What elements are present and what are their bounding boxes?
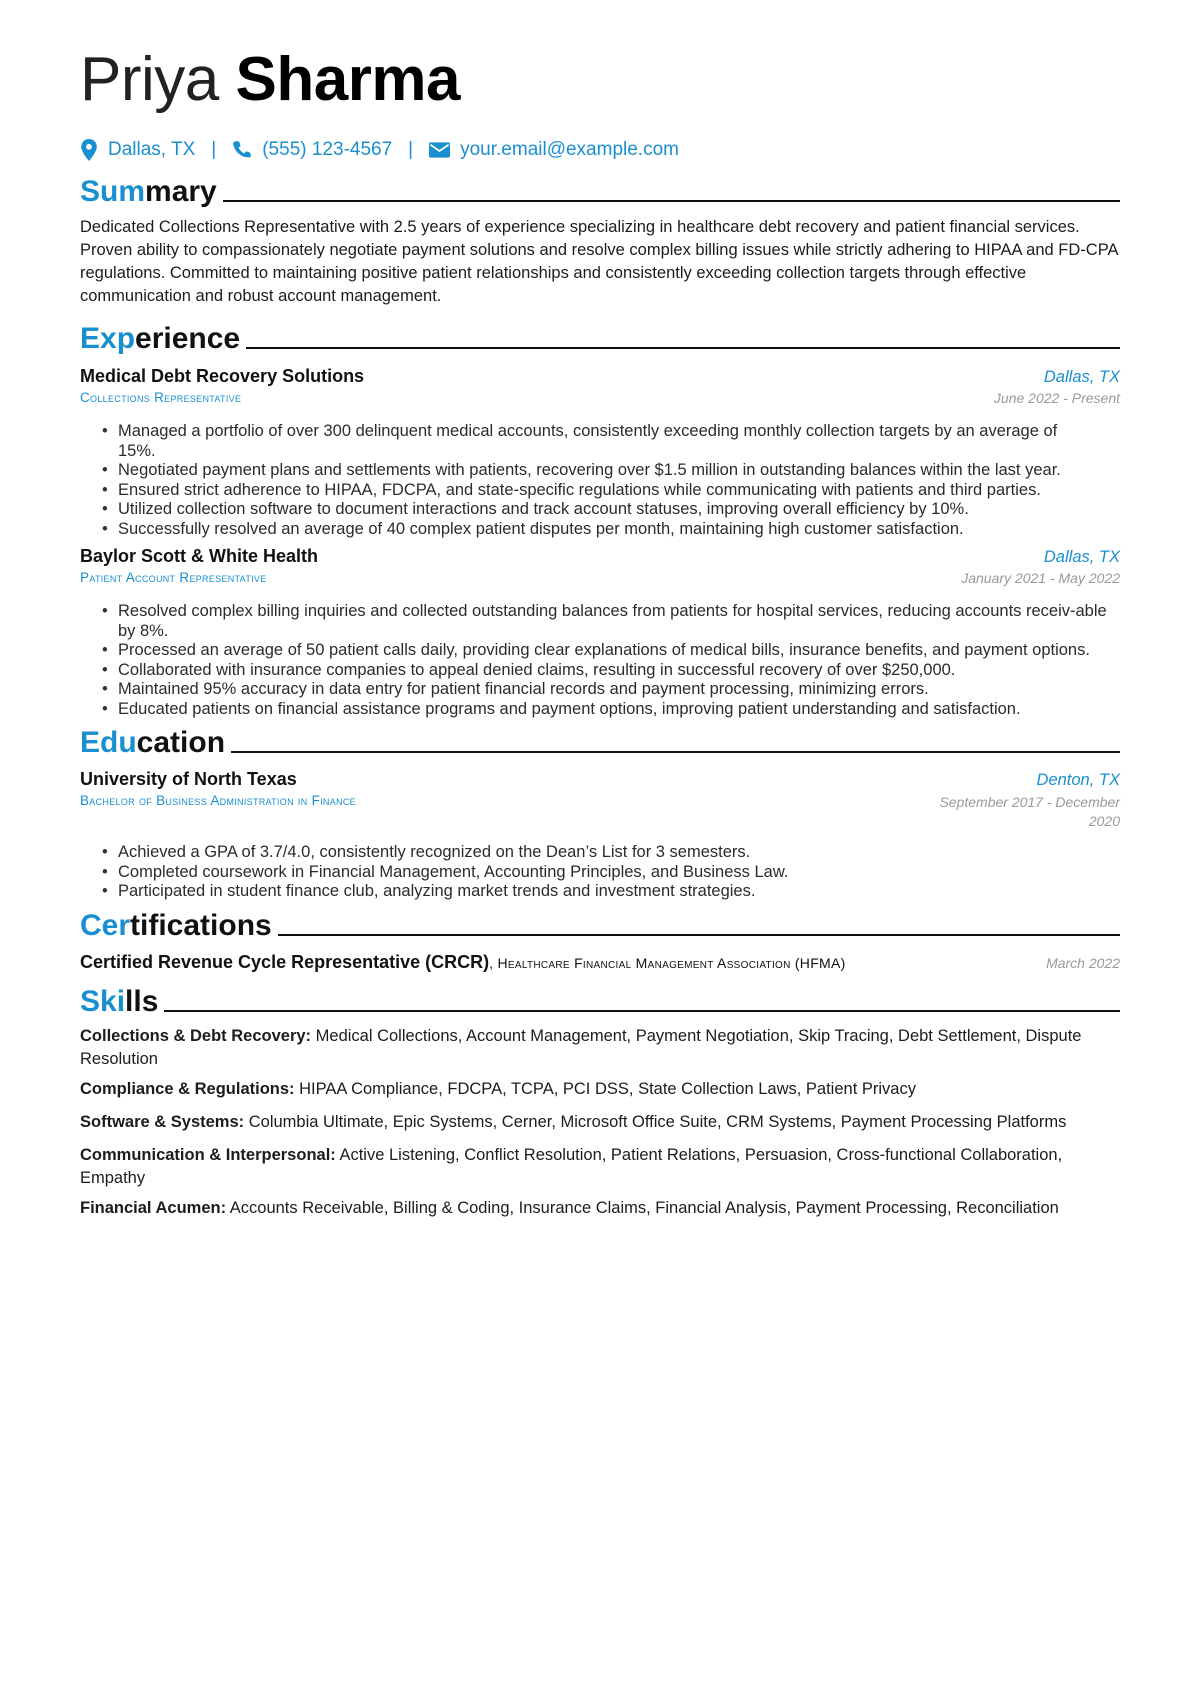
list-item: • Utilized collection software to document interactions and track account statuses, improving overall efficiency by 10%. (80, 500, 1120, 520)
summary-heading (80, 170, 1120, 210)
skill-group (80, 1025, 1120, 1071)
summary-text: Dedicated Collections Representative with 2.5 years of experience specializing in healthcare debt recovery and patient financial services. Proven ability to compassionately negotiate payment solutions and resolve complex billing issues while strictly adhering to HIPAA and FD-CPA regulations. Committed to maintaining positive patient relationships and consistently exceeding collection targets through effective communication and robust account management. (80, 218, 1118, 305)
section-title: Experience (80, 322, 241, 355)
job-header (80, 546, 1120, 568)
skill-items: Medical Collections, Account Management, Payment Negotiation, Skip Tracing, Debt Settlement, Dispute Resolution (80, 1027, 1082, 1068)
section-rule (164, 1010, 1120, 1012)
job-header (80, 366, 1120, 388)
job-title: Patient Account Representative (80, 570, 267, 585)
list-item: • Processed an average of 50 patient calls daily, providing clear explanations of medical bills, insurance benefits, and payment options. (80, 641, 1120, 661)
company-name: Medical Debt Recovery Solutions (80, 366, 365, 386)
list-item: • Managed a portfolio of over 300 delinquent medical accounts, consistently exceeding monthly collection targets by an average of 15%. (80, 422, 1120, 461)
job-entry (80, 366, 1120, 539)
phone-item[interactable] (232, 139, 392, 161)
education-entry (80, 769, 1120, 902)
first-name: Priya (80, 45, 219, 114)
location-text: Dallas, TX (108, 139, 196, 160)
email-item[interactable] (429, 139, 679, 161)
education-heading (80, 721, 1120, 761)
certification-text (80, 952, 846, 973)
list-item: • Educated patients on financial assistance programs and payment options, improving patient understanding and satisfaction. (80, 700, 1120, 720)
certification-date: March 2022 (1046, 955, 1120, 971)
job-location: Dallas, TX (1043, 368, 1120, 386)
job-title: Collections Representative (80, 390, 242, 405)
job-entry (80, 546, 1120, 719)
list-item: • Successfully resolved an average of 40 complex patient disputes per month, maintaining high customer satisfaction. (80, 520, 1120, 540)
degree: Bachelor of Business Administration in Finance (80, 793, 356, 808)
phone-text[interactable]: (555) 123-4567 (262, 139, 393, 160)
skill-label: Financial Acumen: (80, 1199, 227, 1217)
skill-group (80, 1197, 1120, 1220)
company-name: Baylor Scott & White Health (80, 546, 319, 566)
list-item: • Resolved complex billing inquiries and collected outstanding balances from patients for hospital services, reducing accounts receiv-able by 8%. (80, 602, 1120, 641)
envelope-icon (429, 141, 450, 159)
section-title: Certifications (80, 909, 272, 942)
education-bullets (80, 843, 1120, 902)
school-name: University of North Texas (80, 769, 297, 789)
location-item (80, 139, 195, 161)
skill-items: Columbia Ultimate, Epic Systems, Cerner, Microsoft Office Suite, CRM Systems, Payment Processing Platforms (244, 1113, 1067, 1131)
job-location: Dallas, TX (1043, 548, 1120, 566)
skills-heading (80, 980, 1120, 1020)
last-name: Sharma (235, 45, 460, 114)
experience-heading (80, 317, 1120, 357)
education-dates: September 2017 - December 2020 (939, 794, 1120, 829)
email-link[interactable]: your.email@example.com (460, 139, 679, 160)
section-title: Skills (80, 985, 159, 1018)
map-pin-icon (80, 139, 98, 161)
contact-separator: | (211, 139, 217, 160)
education-header (80, 769, 1120, 791)
list-item: • Maintained 95% accuracy in data entry for patient financial records and payment processing, minimizing errors. (80, 680, 1120, 700)
certifications-heading (80, 904, 1120, 944)
list-item: • Completed coursework in Financial Management, Accounting Principles, and Business Law. (80, 863, 1120, 883)
skill-items: Active Listening, Conflict Resolution, Patient Relations, Persuasion, Cross-functional Collaboration, Empathy (80, 1146, 1063, 1187)
job-dates: January 2021 - May 2022 (961, 570, 1120, 586)
section-title: Education (80, 726, 226, 759)
list-item: • Achieved a GPA of 3.7/4.0, consistently recognized on the Dean’s List for 3 semesters. (80, 843, 1120, 863)
contact-line (80, 132, 679, 168)
section-rule (231, 751, 1120, 753)
list-item: • Collaborated with insurance companies to appeal denied claims, resulting in successful recovery of over $250,000. (80, 661, 1120, 681)
list-item: • Participated in student finance club, analyzing market trends and investment strategies. (80, 882, 1120, 902)
section-rule (278, 934, 1120, 936)
skill-label: Communication & Interpersonal: (80, 1146, 336, 1164)
education-subheader (80, 793, 1120, 831)
certification-name: Certified Revenue Cycle Representative (CRCR) (80, 952, 490, 972)
skill-label: Compliance & Regulations: (80, 1080, 295, 1098)
skill-label: Collections & Debt Recovery: (80, 1027, 312, 1045)
phone-icon (232, 140, 252, 160)
contact-separator: | (408, 139, 414, 160)
section-rule (223, 200, 1120, 202)
skill-group (80, 1111, 1120, 1134)
section-rule (246, 347, 1120, 349)
list-item: • Negotiated payment plans and settlements with patients, recovering over $1.5 million in outstanding balances within the last year. (80, 461, 1120, 481)
skill-items: HIPAA Compliance, FDCPA, TCPA, PCI DSS, State Collection Laws, Patient Privacy (294, 1080, 916, 1098)
candidate-name (80, 40, 1120, 120)
resume-page (80, 40, 1120, 1217)
job-subheader (80, 570, 1120, 586)
school-location: Denton, TX (1036, 771, 1120, 789)
job-bullets (80, 602, 1120, 719)
job-bullets (80, 422, 1120, 539)
section-title: Summary (80, 175, 217, 208)
skill-label: Software & Systems: (80, 1113, 245, 1131)
certification-issuer: , Healthcare Financial Management Association (HFMA) (489, 955, 846, 971)
skill-group (80, 1144, 1120, 1190)
list-item: • Ensured strict adherence to HIPAA, FDCPA, and state-specific regulations while communicating with patients and third parties. (80, 481, 1120, 501)
skill-items: Accounts Receivable, Billing & Coding, Insurance Claims, Financial Analysis, Payment Processing, Reconciliation (226, 1199, 1059, 1217)
job-subheader (80, 390, 1120, 406)
skill-group (80, 1078, 1120, 1101)
certification-item (80, 952, 1120, 973)
job-dates: June 2022 - Present (993, 390, 1120, 406)
